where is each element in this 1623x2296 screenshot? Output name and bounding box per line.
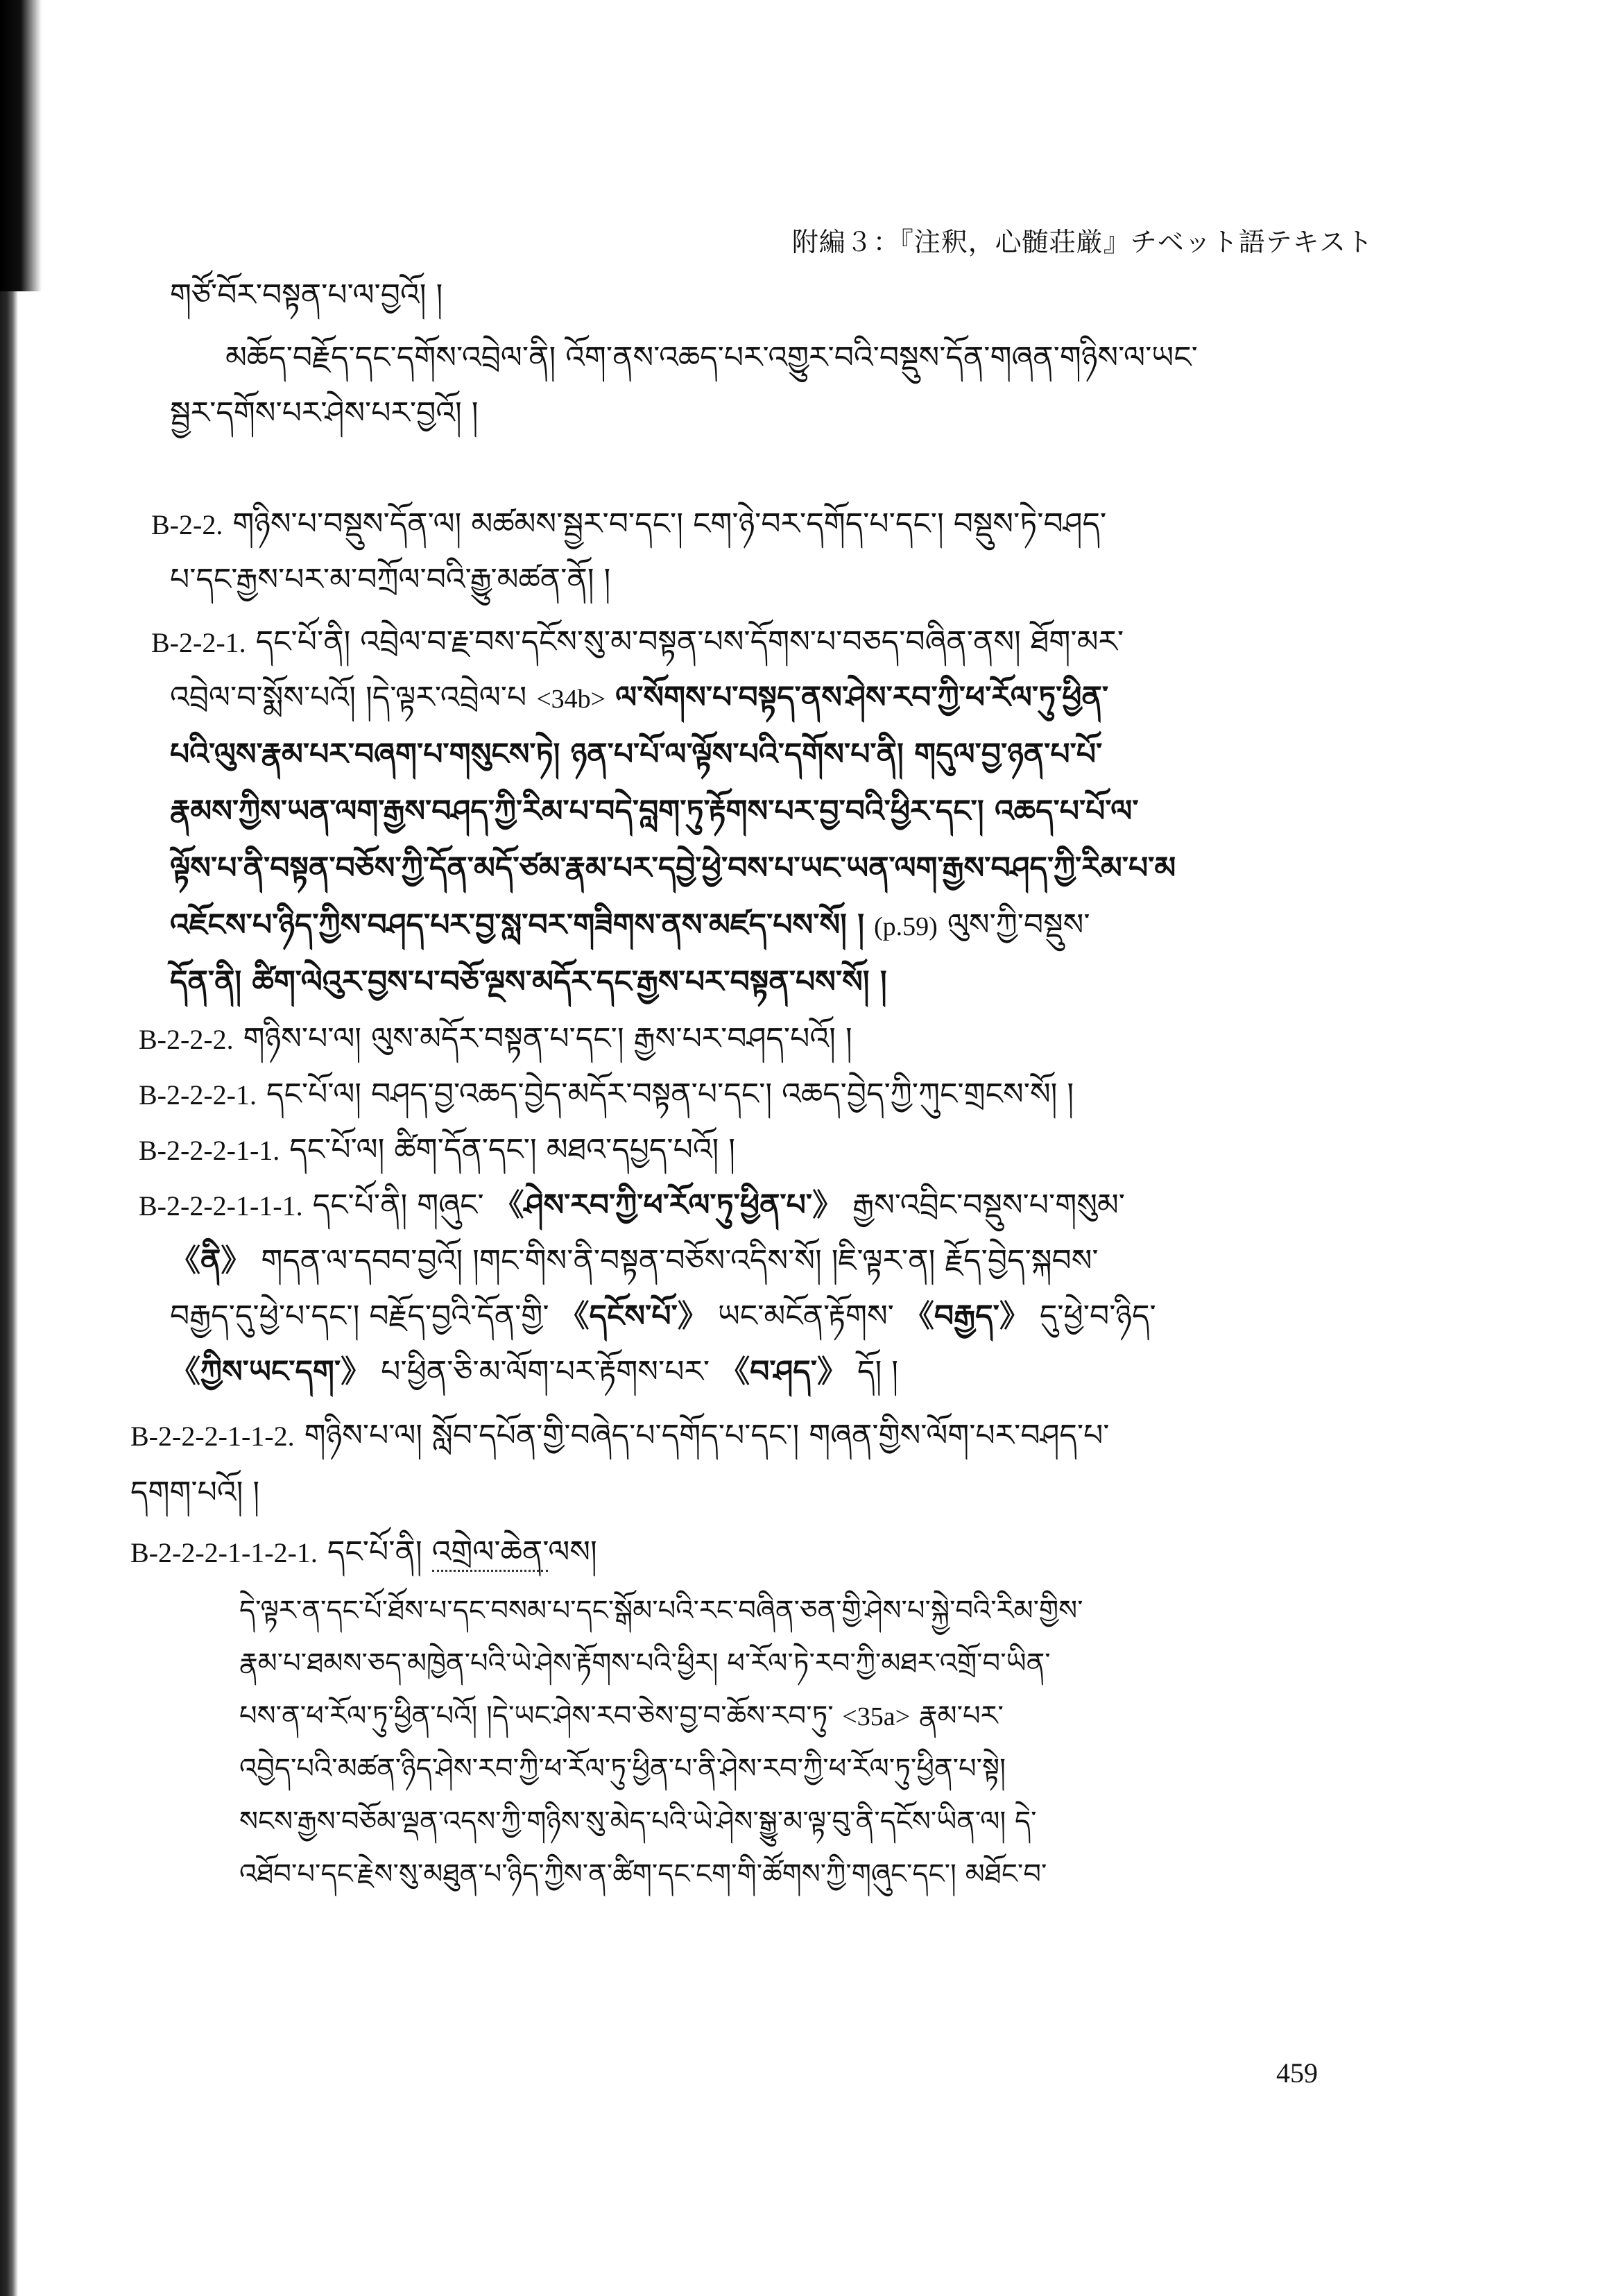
section-label: B-2-2-2-1. <box>139 1079 257 1111</box>
tibetan-text: འཇོངས་པ་ཉིད་ཀྱིས་བཤད་པར་བྱ་སླ་བར་གཟིགས་ནས་མཛད་པས་སོ། ། <box>170 907 865 943</box>
tibetan-text: དུ་ཕྱེ་བ་ཉིད་ <box>1039 1299 1156 1334</box>
tibetan-text: 《བརྒྱད་》 <box>903 1299 1030 1334</box>
text-line <box>170 1240 1099 1282</box>
tibetan-text: ལུས་ཀྱི་བསྡུས་ <box>947 907 1090 943</box>
tibetan-text: ཡང་མངོན་རྟོགས་ <box>717 1299 894 1334</box>
text-line <box>170 905 1090 948</box>
quote-line <box>239 1590 1083 1631</box>
running-header: 附編３：『注釈，心髄荘厳』チベット語テキスト <box>791 227 1373 257</box>
folio-marker: <35a> <box>842 1702 911 1731</box>
text-line <box>170 848 1176 889</box>
tibetan-text: གཙོ་བོར་བསྟན་པ་ལ་བྱའོ། ། <box>170 277 443 313</box>
tibetan-text: དང་པོ་ལ། བཤད་བྱ་འཆད་བྱེད་མདོར་བསྟན་པ་དང་། འཆད་བྱེད་ཀྱི་ཀུང་གྲངས་སོ། ། <box>266 1077 1074 1112</box>
tibetan-text: 《ཤེས་རབ་ཀྱི་ཕ་རོལ་ཏུ་ཕྱིན་པ་》 <box>493 1188 843 1223</box>
tibetan-text: དེ་ལྟར་ན་དང་པོ་ཐོས་པ་དང་བསམ་པ་དང་སྒོམ་པའི་རང་བཞིན་ཅན་གྱི་ཤེས་པ་སྐྱེ་བའི་རིམ་གྱིས་ <box>239 1595 1083 1627</box>
text-line <box>170 559 610 601</box>
tibetan-text: དོན་ནི། ཚིག་ལེའུར་བྱས་པ་བཅོ་ལྔས་མདོར་དང་རྒྱས་པར་བསྟན་པས་སོ། ། <box>170 964 887 1000</box>
tibetan-text: 《བ་ཤད་》 <box>719 1354 848 1389</box>
text-line <box>170 1296 1156 1337</box>
tibetan-text: རྣམས་ཀྱིས་ཡན་ལག་རྒྱས་བཤད་ཀྱི་རིམ་པ་བདེ་བླག་ཏུ་རྟོགས་པར་བྱ་བའི་ཕྱིར་དང་། འཆད་པ་པོ་ལ་ <box>170 794 1139 829</box>
text-line <box>170 791 1139 832</box>
text-line <box>151 622 1124 664</box>
tibetan-text: དང་པོ་ནི། གཞུང་ <box>312 1188 484 1223</box>
section-label: B-2-2-2-1-1-1. <box>139 1190 303 1222</box>
tibetan-text: མཆོད་བརྗོད་དང་དགོས་འབྲེལ་ནི། འོག་ནས་འཆད་པར་འགྱུར་བའི་བསྡུས་དོན་གཞན་གཉིས་ལ་ཡང་ <box>225 340 1198 375</box>
text-line <box>170 677 1108 720</box>
tibetan-text: བརྒྱད་དུ་ཕྱེ་པ་དང་། བརྗོད་བྱའི་དོན་གྱི་ <box>170 1299 549 1334</box>
tibetan-text: སྦྱར་དགོས་པར་ཤེས་པར་བྱའོ། ། <box>170 395 479 431</box>
section-label: B-2-2-2-1-1-2-1. <box>130 1537 318 1568</box>
text-line <box>139 1018 852 1061</box>
tibetan-text: 《ནི》 <box>170 1243 252 1278</box>
tibetan-text: འབྲེལ་བ་སྨོས་པའོ། །དེ་ལྟར་འབྲེལ་པ <box>170 680 527 715</box>
folio-marker: <34b> <box>536 685 606 714</box>
tibetan-text: གཉིས་པ་ལ། སློབ་དཔོན་གྱི་བཞེད་པ་དགོད་པ་དང་། གཞན་གྱིས་ལོག་པར་བཤད་པ་ <box>304 1418 1110 1453</box>
tibetan-text: གཉིས་པ་ལ། ལུས་མདོར་བསྟན་པ་དང་། རྒྱས་པར་བཤད་པའོ། ། <box>243 1021 852 1056</box>
quote-line <box>239 1643 1051 1684</box>
tibetan-text: པ་དང་རྒྱས་པར་མ་བཀྲོལ་བའི་རྒྱུ་མཚན་ནོ། ། <box>170 562 611 597</box>
text-line <box>170 961 887 1003</box>
text-line <box>130 1415 1110 1457</box>
text-line <box>139 1129 735 1172</box>
tibetan-text: ལས། <box>548 1534 597 1570</box>
text-line <box>151 504 1106 546</box>
tibetan-text: པའི་ལུས་རྣམ་པར་བཞག་པ་གསུངས་ཏེ། ཉན་པ་པོ་ལ་ལྟོས་པའི་དགོས་པ་ནི། གདུལ་བྱ་ཉན་པ་པོ་ <box>170 737 1103 772</box>
tibetan-text: དང་པོ་ནི། འབྲེལ་བ་རྗ་བས་དངོས་སུ་མ་བསྟན་པས་དོགས་པ་བཅད་བཞིན་ནས། ཐོག་མར་ <box>255 624 1124 660</box>
tibetan-text: གདན་ལ་དབབ་བྱའོ། །གང་གིས་ནི་བསྟན་བཅོས་འདིས་སོ། །ཇི་ལྟར་ན། རྗོད་བྱེད་སྐབས་ <box>261 1243 1099 1278</box>
page-reference: (p.59) <box>874 912 938 941</box>
text-line <box>170 1351 898 1393</box>
scan-edge <box>0 0 18 2296</box>
quote-line <box>239 1748 1006 1790</box>
tibetan-text: སངས་རྒྱས་བཅོམ་ལྡན་འདས་ཀྱི་གཉིས་སུ་མེད་པའི་ཡེ་ཤེས་སྒྱུ་མ་ལྟ་བུ་ནི་དངོས་ཡིན་ལ། དེ་ <box>239 1806 1037 1837</box>
scan-edge-shadow <box>0 0 42 291</box>
text-line <box>130 1532 597 1574</box>
text-line <box>130 1472 259 1514</box>
text-line <box>170 734 1102 776</box>
section-label: B-2-2-2. <box>139 1024 234 1055</box>
quote-line <box>239 1695 1004 1738</box>
text-line <box>139 1185 1125 1227</box>
tibetan-text: པ་ཕྱིན་ཅི་མ་ལོག་པར་རྟོགས་པར་ <box>381 1354 710 1389</box>
tibetan-text: གཉིས་པ་བསྡུས་དོན་ལ། མཚམས་སྦྱར་བ་དང་། ངག་ཉེ་བར་དགོད་པ་དང་། བསྡུས་ཏེ་བཤད་ <box>232 506 1107 542</box>
tibetan-text: 《ཀྱིས་ཡང་དག་》 <box>170 1354 372 1389</box>
tibetan-text: ལ་སོགས་པ་བསྟད་ནས་ཤེས་རབ་ཀྱི་ཕ་རོལ་ཏུ་ཕྱིན་ <box>615 680 1109 715</box>
section-label: B-2-2-2-1-1-2. <box>130 1421 295 1452</box>
section-label: B-2-2-1. <box>151 627 246 658</box>
text-line <box>170 393 479 434</box>
tibetan-text: དོ། ། <box>857 1354 898 1389</box>
tibetan-text: དང་པོ་ནི། <box>327 1534 422 1570</box>
text-line <box>139 1074 1074 1116</box>
text-line <box>170 275 443 316</box>
tibetan-text: དགག་པའོ། ། <box>130 1475 260 1510</box>
tibetan-text: རྣམ་པར་ <box>918 1700 1004 1732</box>
tibetan-text: ལྟོས་པ་ནི་བསྟན་བཅོས་ཀྱི་དོན་མདོ་ཙམ་རྣམ་པར་དབྱེ་ཕྱེ་བས་པ་ཡང་ཡན་ལག་རྒྱས་བཤད་ཀྱི་རིམ་པ་མ <box>170 850 1176 886</box>
section-label: B-2-2-2-1-1. <box>139 1135 280 1166</box>
tibetan-text: པས་ན་ཕ་རོལ་ཏུ་ཕྱིན་པའོ། །དེ་ཡང་ཤེས་རབ་ཅེས་བྱ་བ་ཆོས་རབ་ཏུ་ <box>239 1700 834 1732</box>
tibetan-text: འཐོབ་པ་དང་རྗེས་སུ་མཐུན་པ་ཉིད་ཀྱིས་ན་ཚིག་དང་ངག་གི་ཚོགས་ཀྱི་གཞུང་དང་། མཐོང་བ་ <box>239 1858 1047 1890</box>
tibetan-text: རྒྱས་འབྲིང་བསྡུས་པ་གསུམ་ <box>852 1188 1126 1223</box>
tibetan-text: འབྱེད་པའི་མཚན་ཉིད་ཤེས་རབ་ཀྱི་ཕ་རོལ་ཏུ་ཕྱིན་པ་ནི་ཤེས་རབ་ཀྱི་ཕ་རོལ་ཏུ་ཕྱིན་པ་སྟེ། <box>239 1753 1006 1785</box>
quote-line <box>239 1801 1037 1842</box>
tibetan-text: 《དངོས་པོ་》 <box>558 1299 708 1334</box>
section-label: B-2-2. <box>151 509 223 540</box>
quote-line <box>239 1853 1047 1895</box>
tibetan-text: དང་པོ་ལ། ཚིག་དོན་དང་། མཐའ་དཔྱད་པའོ། ། <box>289 1132 736 1167</box>
cited-title: འགྲེལ་ཆེན་ <box>432 1534 549 1572</box>
tibetan-text: རྣམ་པ་ཐམས་ཅད་མཁྱེན་པའི་ཡེ་ཤེས་རྟོགས་པའི་ཕྱིར། ཕ་རོལ་ཏེ་རབ་ཀྱི་མཐར་འགྲོ་བ་ཡིན་ <box>239 1647 1051 1679</box>
text-line <box>225 337 1198 379</box>
page-number: 459 <box>1276 2057 1318 2089</box>
